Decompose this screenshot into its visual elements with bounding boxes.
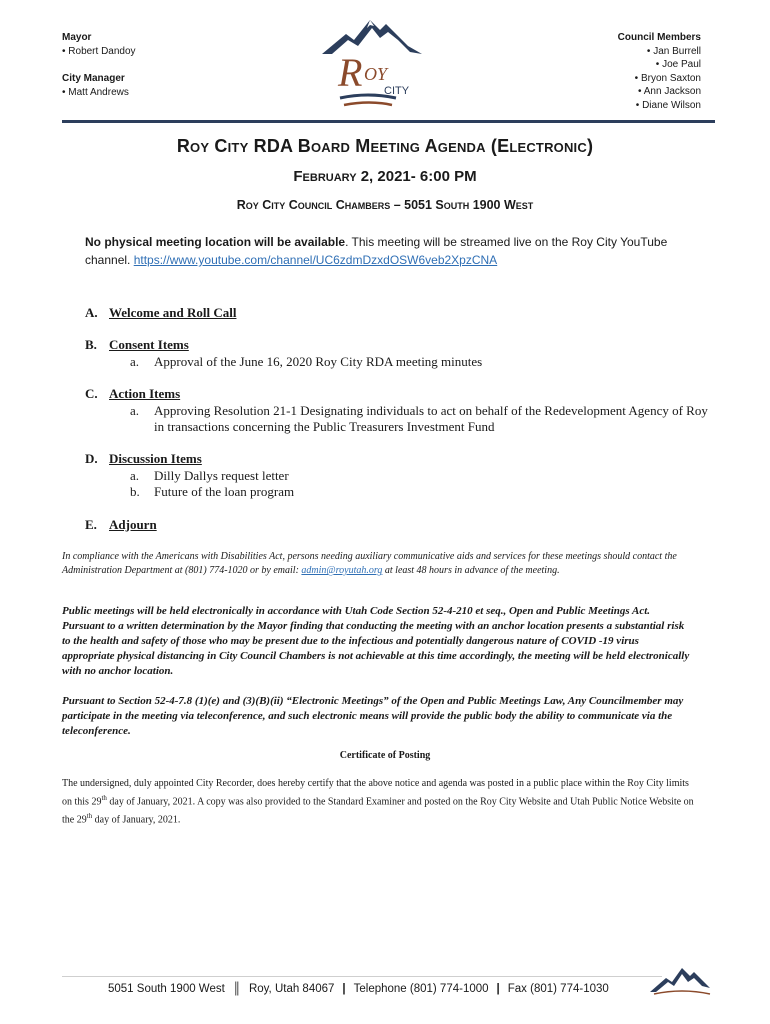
roy-city-logo [318,14,426,112]
logo-oy-letters: OY [364,64,388,84]
footer-city: Roy, Utah 84067 [248,983,335,995]
item-text: Future of the loan program [154,484,295,500]
certificate-text [62,777,694,828]
council-member: • Joe Paul [655,59,701,71]
agenda-item [130,403,710,436]
section-letter: E. [85,516,97,532]
section-letter: D. [85,451,98,467]
item-marker: a. [130,402,140,418]
admin-email-link[interactable]: admin@royutah.org [301,565,383,576]
section-heading: Welcome and Roll Call [109,305,237,320]
ada-text: In compliance with the Americans with Disabilities Act, persons needing auxiliary communicative aids and services for these meetings should contact the Administration Department at (801) 774-1020 or by email: [62,551,677,576]
ada-text-end: at least 48 hours in advance of the meeting. [382,565,560,576]
agenda-title: Roy City RDA Board Meeting Agenda (Electronic) [176,136,594,156]
section-heading: Action Items [109,386,181,402]
section-heading: Consent Items [109,337,189,353]
footer-phone: Telephone (801) 774-1000 [353,983,489,995]
teleconference-notice: Pursuant to Section 52-4-7.8 (1)(e) and (3)(B)(ii) “Electronic Meetings” of the Open and Public Meetings Law, Any Councilmember may participate in the meeting via teleconference, and such electronic means will provide the public body the ability to communicate via the teleconference. [62,695,684,737]
item-text: Approving Resolution 21-1 Designating individuals to act on behalf of the Redevelopment Agency of Roy in transactions concerning the Public Treasurers Investment Fund [154,402,708,435]
agenda-item [130,468,710,484]
council-member: • Ann Jackson [638,86,701,98]
streaming-notice [85,233,695,269]
agenda-section [85,305,710,321]
meeting-location: Roy City Council Chambers – 5051 South 1900 West [236,198,534,212]
section-letter: B. [85,337,97,353]
item-marker: a. [130,353,140,369]
council-members-title: Council Members [617,32,701,43]
agenda-item [130,484,710,500]
item-text: Approval of the June 16, 2020 Roy City RDA meeting minutes [154,353,483,369]
item-marker: a. [130,467,140,483]
footer-divider [62,976,662,977]
youtube-link[interactable]: https://www.youtube.com/channel/UC6zdmDzxdOSW6veb2XpzCNA [133,253,498,267]
item-text: Dilly Dallys request letter [154,467,289,483]
logo-r-letter: R [338,50,363,95]
section-heading: Adjourn [109,516,157,532]
ada-notice [62,550,692,578]
footer-separator: | [342,983,346,995]
cert-part: day of January, 2021. A copy was also provided to the Standard Examiner and posted on the Roy City Website and Utah Public Notice Website on the 29 [62,796,694,826]
cert-sup: th [86,812,93,821]
mayor-title: Mayor [62,32,92,43]
header-divider [62,120,715,123]
section-heading: Discussion Items [109,451,202,467]
footer-separator: ║ [232,983,241,995]
agenda-section [85,451,710,500]
footer-separator: | [496,983,500,995]
header-right [618,31,701,113]
logo-city-text: CITY [384,85,410,97]
council-member: • Jan Burrell [646,45,701,57]
section-letter: A. [85,305,98,320]
electronic-meeting-notice: Public meetings will be held electronically in accordance with Utah Code Section 52-4-210 et seq., Open and Public Meetings Act. Pursuant to a written determination by the Mayor finding that conducting the meeting with an anchor location presents a substantial risk to the health and safety of those who may be present due to the infectious and potentially dangerous nature of COVID -19 virus appropriate physical distancing in City Council Chambers is not achievable at this time accordingly, the meeting will be held electronically with no anchor location. [62,605,690,677]
council-member: • Bryon Saxton [634,72,701,84]
item-marker: b. [130,484,140,500]
footer-address: 5051 South 1900 West [108,983,225,995]
agenda-section [85,337,710,370]
notice-bold: No physical meeting location will be available [85,235,346,249]
certificate-heading: Certificate of Posting [339,750,431,761]
agenda-section [85,386,710,435]
header-left [62,31,136,100]
footer-fax: Fax (801) 774-1030 [507,983,609,995]
mayor-name: • Robert Dandoy [62,46,136,57]
agenda-item [130,354,710,370]
cert-sup: th [101,794,107,802]
notice-text: . This meeting will be streamed live on the Roy City YouTube channel. [85,235,668,267]
footer-mountain-icon [648,964,714,996]
cert-part: day of January, 2021. [92,814,181,826]
city-manager-name: • Matt Andrews [62,87,129,98]
meeting-date: February 2, 2021- 6:00 PM [293,168,477,185]
cert-part: The undersigned, duly appointed City Recorder, does hereby certify that the above notice and agenda was posted in a public place within the Roy City limits on this 29 [62,778,689,808]
footer [108,981,609,997]
city-manager-title: City Manager [62,73,125,84]
council-member: • Diane Wilson [635,99,701,111]
section-letter: C. [85,386,98,402]
agenda-list [85,305,710,549]
agenda-section [85,517,710,533]
